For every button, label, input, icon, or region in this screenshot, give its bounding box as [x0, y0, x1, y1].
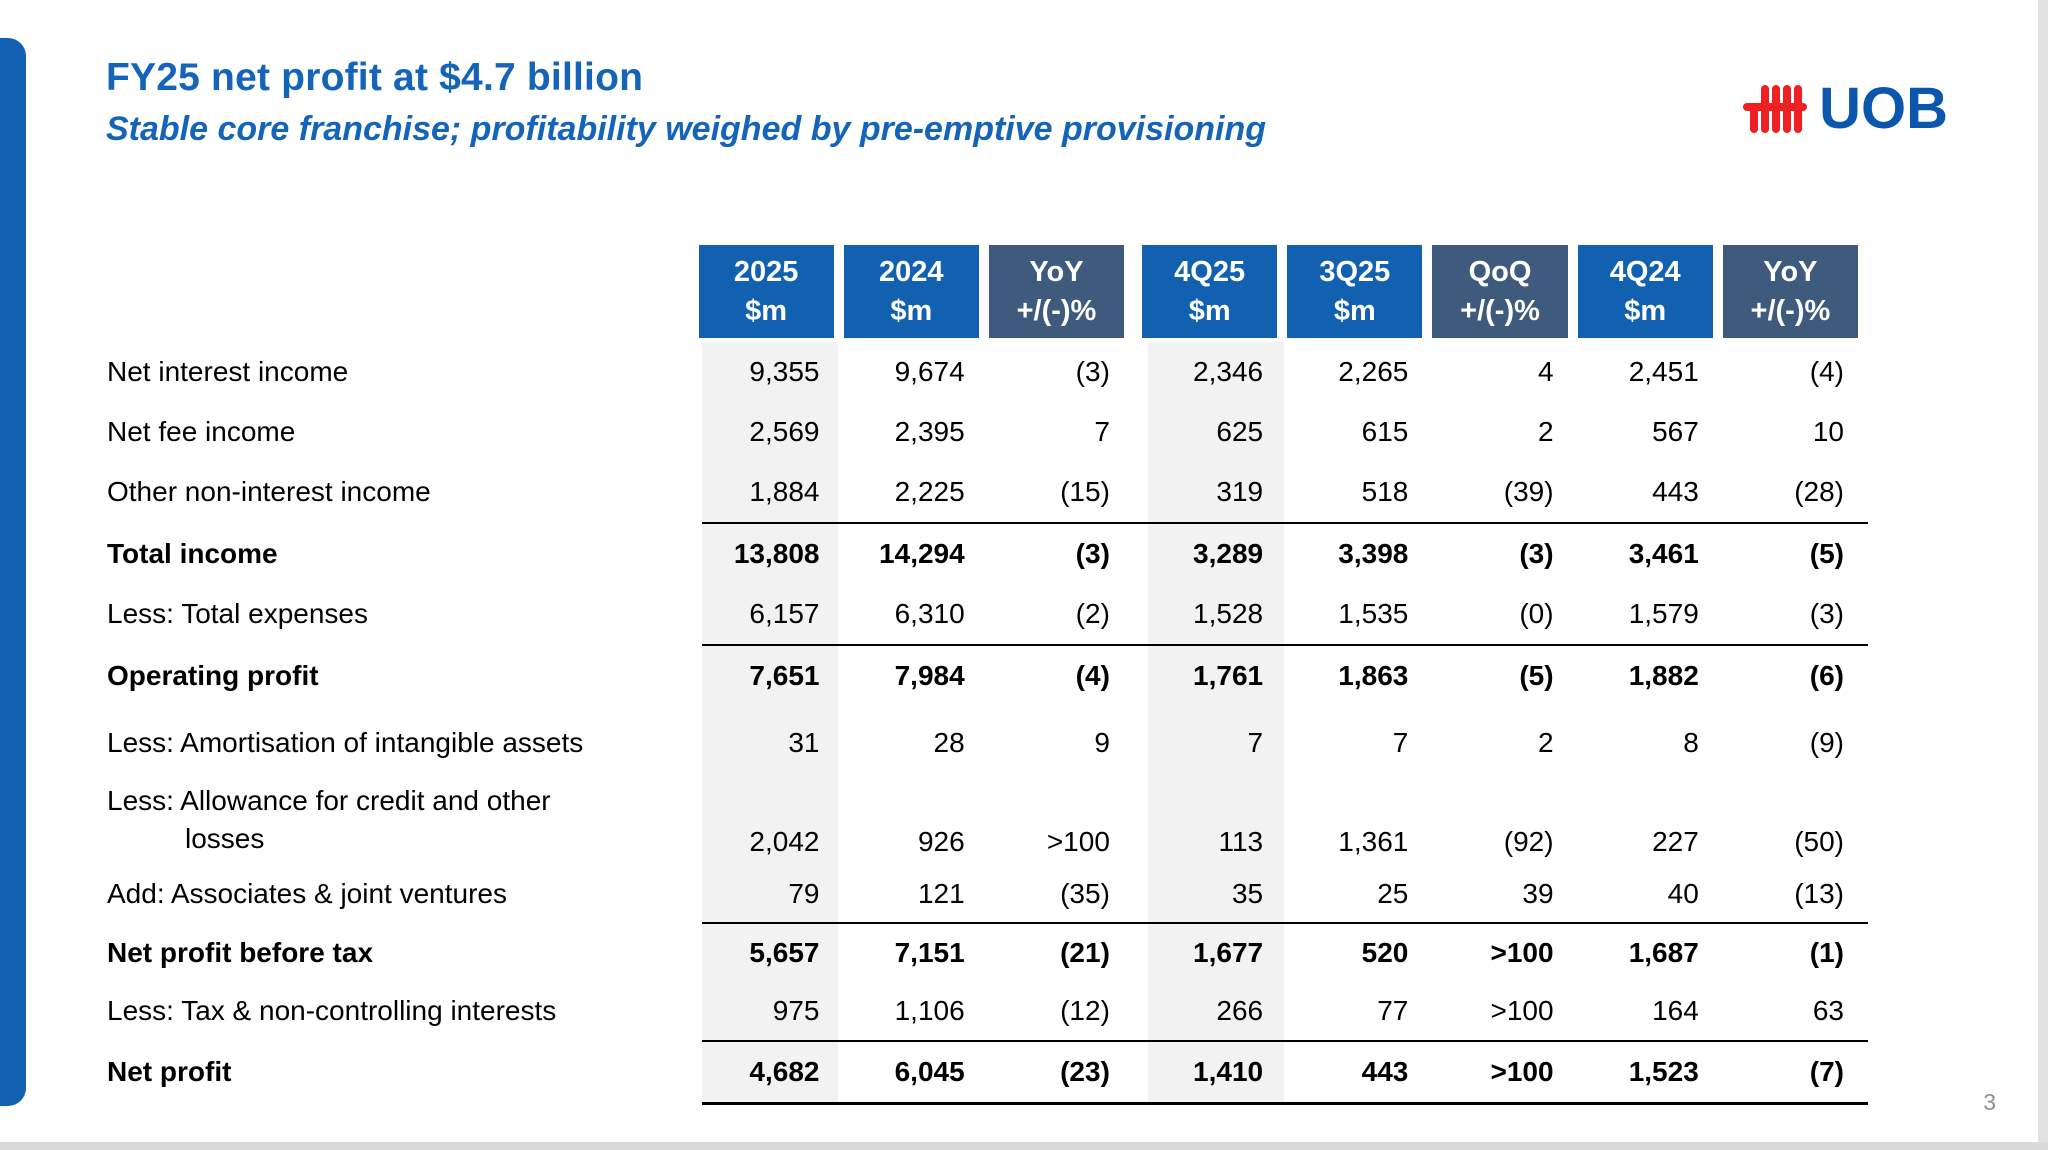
uob-emblem-icon — [1743, 82, 1807, 136]
slide-title: FY25 net profit at $4.7 billion — [106, 56, 644, 99]
slide-subtitle: Stable core franchise; profitability weighed by pre-emptive provisioning — [106, 110, 1267, 148]
cell-yoy-7: 10 — [1812, 416, 1844, 447]
column-header-line2: $m — [1333, 294, 1376, 327]
cell-4q24-6: 40 — [1667, 878, 1699, 909]
cell-yoy-2: 9 — [1094, 727, 1110, 758]
cell-2025-0: 7,651 — [749, 660, 820, 691]
column-header-2025-0 — [699, 245, 834, 338]
table-row — [107, 402, 1868, 462]
table-row — [107, 924, 1868, 982]
cell-2024-1: 1,106 — [894, 995, 965, 1026]
cell-yoy-7: (7) — [1809, 1056, 1844, 1087]
cell-2024-1: 9,674 — [894, 356, 965, 387]
cell-yoy-2: (12) — [1060, 995, 1110, 1026]
slide-right-edge — [2038, 0, 2048, 1150]
cell-yoy-7: (50) — [1794, 826, 1844, 857]
row-label: Net profit before tax — [107, 937, 374, 969]
cell-yoy-7: (4) — [1809, 356, 1844, 387]
column-header-line1: 4Q25 — [1174, 256, 1246, 289]
column-header-3q25-4 — [1287, 245, 1422, 338]
cell-2024-1: 14,294 — [879, 538, 965, 569]
row-label: Less: Total expenses — [107, 598, 368, 630]
cell-2025-0: 31 — [788, 727, 820, 758]
row-label: Other non-interest income — [107, 476, 431, 508]
cell-3q25-4: 443 — [1361, 1056, 1409, 1087]
cell-qoq-5: (92) — [1503, 826, 1554, 857]
cell-4q24-6: 8 — [1683, 727, 1699, 758]
column-header-line2: $m — [1624, 294, 1667, 327]
cell-2024-1: 7,151 — [894, 937, 965, 968]
cell-2025-0: 13,808 — [733, 538, 820, 569]
cell-qoq-5: 2 — [1537, 416, 1554, 447]
slide-bottom-edge — [0, 1142, 2048, 1150]
table-row — [107, 584, 1868, 644]
column-header-4q24-6 — [1578, 245, 1713, 338]
cell-3q25-4: 77 — [1377, 995, 1409, 1026]
table-row — [107, 780, 1868, 866]
cell-4q25-3: 1,677 — [1193, 937, 1264, 968]
cell-4q25-3: 1,528 — [1193, 598, 1264, 629]
table-header-row — [107, 245, 1868, 338]
cell-4q24-6: 443 — [1652, 476, 1699, 507]
cell-qoq-5: 39 — [1522, 878, 1554, 909]
cell-qoq-5: 2 — [1537, 727, 1554, 758]
cell-yoy-2: (15) — [1060, 476, 1110, 507]
table-row — [107, 1042, 1868, 1102]
cell-3q25-4: 1,361 — [1338, 826, 1409, 857]
cell-yoy-2: (35) — [1060, 878, 1110, 909]
table-row — [107, 342, 1868, 402]
cell-4q24-6: 567 — [1652, 416, 1699, 447]
cell-2025-0: 5,657 — [749, 937, 820, 968]
column-header-line2: $m — [1188, 294, 1231, 327]
cell-3q25-4: 520 — [1361, 937, 1409, 968]
cell-qoq-5: >100 — [1490, 995, 1554, 1026]
column-header-line1: YoY — [1763, 256, 1818, 289]
cell-4q24-6: 1,687 — [1628, 937, 1699, 968]
column-header-line2: +/(-)% — [1460, 294, 1540, 327]
cell-qoq-5: (0) — [1519, 598, 1554, 629]
cell-yoy-2: 7 — [1094, 416, 1110, 447]
column-header-4q25-3 — [1142, 245, 1277, 338]
cell-2025-0: 2,569 — [749, 416, 820, 447]
cell-2025-0: 4,682 — [749, 1056, 820, 1087]
row-label: Add: Associates & joint ventures — [107, 878, 507, 910]
cell-3q25-4: 25 — [1377, 878, 1409, 909]
cell-2024-1: 6,045 — [894, 1056, 965, 1087]
cell-yoy-2: >100 — [1046, 826, 1110, 857]
column-header-2024-1 — [844, 245, 979, 338]
cell-yoy-2: (3) — [1075, 356, 1110, 387]
table-row — [107, 462, 1868, 522]
row-label: Less: Tax & non-controlling interests — [107, 995, 557, 1027]
column-header-yoy-7 — [1723, 245, 1858, 338]
cell-4q25-3: 266 — [1216, 995, 1264, 1026]
cell-4q24-6: 2,451 — [1628, 356, 1699, 387]
column-header-line1: YoY — [1029, 256, 1084, 289]
row-label-line1: Less: Allowance for credit and other — [107, 785, 551, 817]
cell-3q25-4: 615 — [1361, 416, 1409, 447]
cell-2025-0: 9,355 — [749, 356, 820, 387]
uob-logo — [1743, 76, 1948, 141]
cell-qoq-5: (5) — [1519, 660, 1554, 691]
column-header-line1: 2025 — [733, 256, 799, 289]
column-header-line1: 3Q25 — [1319, 256, 1391, 289]
cell-3q25-4: 518 — [1361, 476, 1409, 507]
table-row — [107, 646, 1868, 706]
cell-2025-0: 6,157 — [749, 598, 820, 629]
cell-4q25-3: 7 — [1247, 727, 1264, 758]
cell-3q25-4: 7 — [1392, 727, 1409, 758]
cell-yoy-2: (21) — [1060, 937, 1110, 968]
cell-4q24-6: 1,882 — [1628, 660, 1699, 691]
cell-3q25-4: 1,535 — [1338, 598, 1409, 629]
cell-yoy-7: (6) — [1809, 660, 1844, 691]
table-row — [107, 982, 1868, 1040]
column-header-line2: $m — [745, 294, 788, 327]
cell-3q25-4: 3,398 — [1338, 538, 1409, 569]
table-body — [107, 342, 1868, 1105]
column-header-line1: 2024 — [879, 256, 944, 289]
row-label-line2: losses — [185, 823, 265, 855]
cell-yoy-7: (28) — [1794, 476, 1844, 507]
cell-qoq-5: (3) — [1519, 538, 1554, 569]
table-bottom-rule — [702, 1102, 1868, 1105]
cell-4q24-6: 164 — [1652, 995, 1699, 1026]
row-label: Total income — [107, 538, 278, 570]
cell-qoq-5: >100 — [1490, 1056, 1554, 1087]
cell-qoq-5: (39) — [1503, 476, 1554, 507]
column-header-line2: $m — [890, 294, 933, 327]
cell-4q25-3: 3,289 — [1193, 538, 1264, 569]
table-row — [107, 524, 1868, 584]
cell-2024-1: 7,984 — [894, 660, 965, 691]
row-label: Net interest income — [107, 356, 349, 388]
column-header-line1: QoQ — [1468, 256, 1532, 289]
row-label: Less: Amortisation of intangible assets — [107, 727, 584, 759]
cell-2024-1: 2,225 — [894, 476, 965, 507]
cell-4q25-3: 1,410 — [1193, 1056, 1264, 1087]
cell-yoy-7: (3) — [1809, 598, 1844, 629]
cell-qoq-5: 4 — [1537, 356, 1554, 387]
table-row — [107, 866, 1868, 922]
cell-yoy-2: (2) — [1075, 598, 1110, 629]
page-number: 3 — [1983, 1089, 1996, 1115]
cell-2024-1: 2,395 — [894, 416, 965, 447]
table-row — [107, 706, 1868, 780]
column-header-line2: +/(-)% — [1750, 294, 1831, 327]
cell-yoy-7: 63 — [1812, 995, 1844, 1026]
financials-table — [107, 245, 1868, 1105]
cell-4q24-6: 1,523 — [1628, 1056, 1699, 1087]
cell-2024-1: 121 — [917, 878, 965, 909]
cell-4q25-3: 2,346 — [1193, 356, 1264, 387]
cell-4q24-6: 3,461 — [1628, 538, 1699, 569]
left-accent-bar — [0, 38, 26, 1106]
column-header-qoq-5 — [1432, 245, 1567, 338]
cell-yoy-7: (13) — [1794, 878, 1844, 909]
header-label-spacer — [107, 245, 689, 338]
cell-4q25-3: 35 — [1231, 878, 1264, 909]
column-header-line2: +/(-)% — [1016, 294, 1097, 327]
row-label: Net profit — [107, 1056, 232, 1088]
cell-qoq-5: >100 — [1490, 937, 1554, 968]
cell-yoy-2: (4) — [1075, 660, 1110, 691]
cell-2025-0: 79 — [788, 878, 820, 909]
row-label: Net fee income — [107, 416, 296, 448]
column-header-yoy-2 — [989, 245, 1124, 338]
column-header-line1: 4Q24 — [1609, 256, 1681, 289]
cell-2024-1: 926 — [917, 826, 965, 857]
cell-yoy-7: (5) — [1809, 538, 1844, 569]
cell-4q25-3: 319 — [1216, 476, 1264, 507]
uob-logo-text: UOB — [1819, 76, 1948, 141]
cell-3q25-4: 1,863 — [1338, 660, 1409, 691]
cell-3q25-4: 2,265 — [1338, 356, 1409, 387]
cell-yoy-7: (9) — [1809, 727, 1844, 758]
cell-4q25-3: 625 — [1216, 416, 1264, 447]
cell-4q24-6: 227 — [1652, 826, 1699, 857]
cell-2024-1: 28 — [933, 727, 965, 758]
row-label: Operating profit — [107, 660, 319, 692]
row-label — [107, 782, 688, 866]
cell-4q24-6: 1,579 — [1628, 598, 1699, 629]
cell-2025-0: 975 — [772, 995, 820, 1026]
cell-yoy-2: (23) — [1060, 1056, 1110, 1087]
cell-4q25-3: 113 — [1218, 826, 1264, 857]
cell-yoy-7: (1) — [1809, 937, 1844, 968]
cell-2024-1: 6,310 — [894, 598, 965, 629]
cell-yoy-2: (3) — [1075, 538, 1110, 569]
cell-2025-0: 1,884 — [749, 476, 820, 507]
cell-4q25-3: 1,761 — [1193, 660, 1264, 691]
cell-2025-0: 2,042 — [749, 826, 820, 857]
